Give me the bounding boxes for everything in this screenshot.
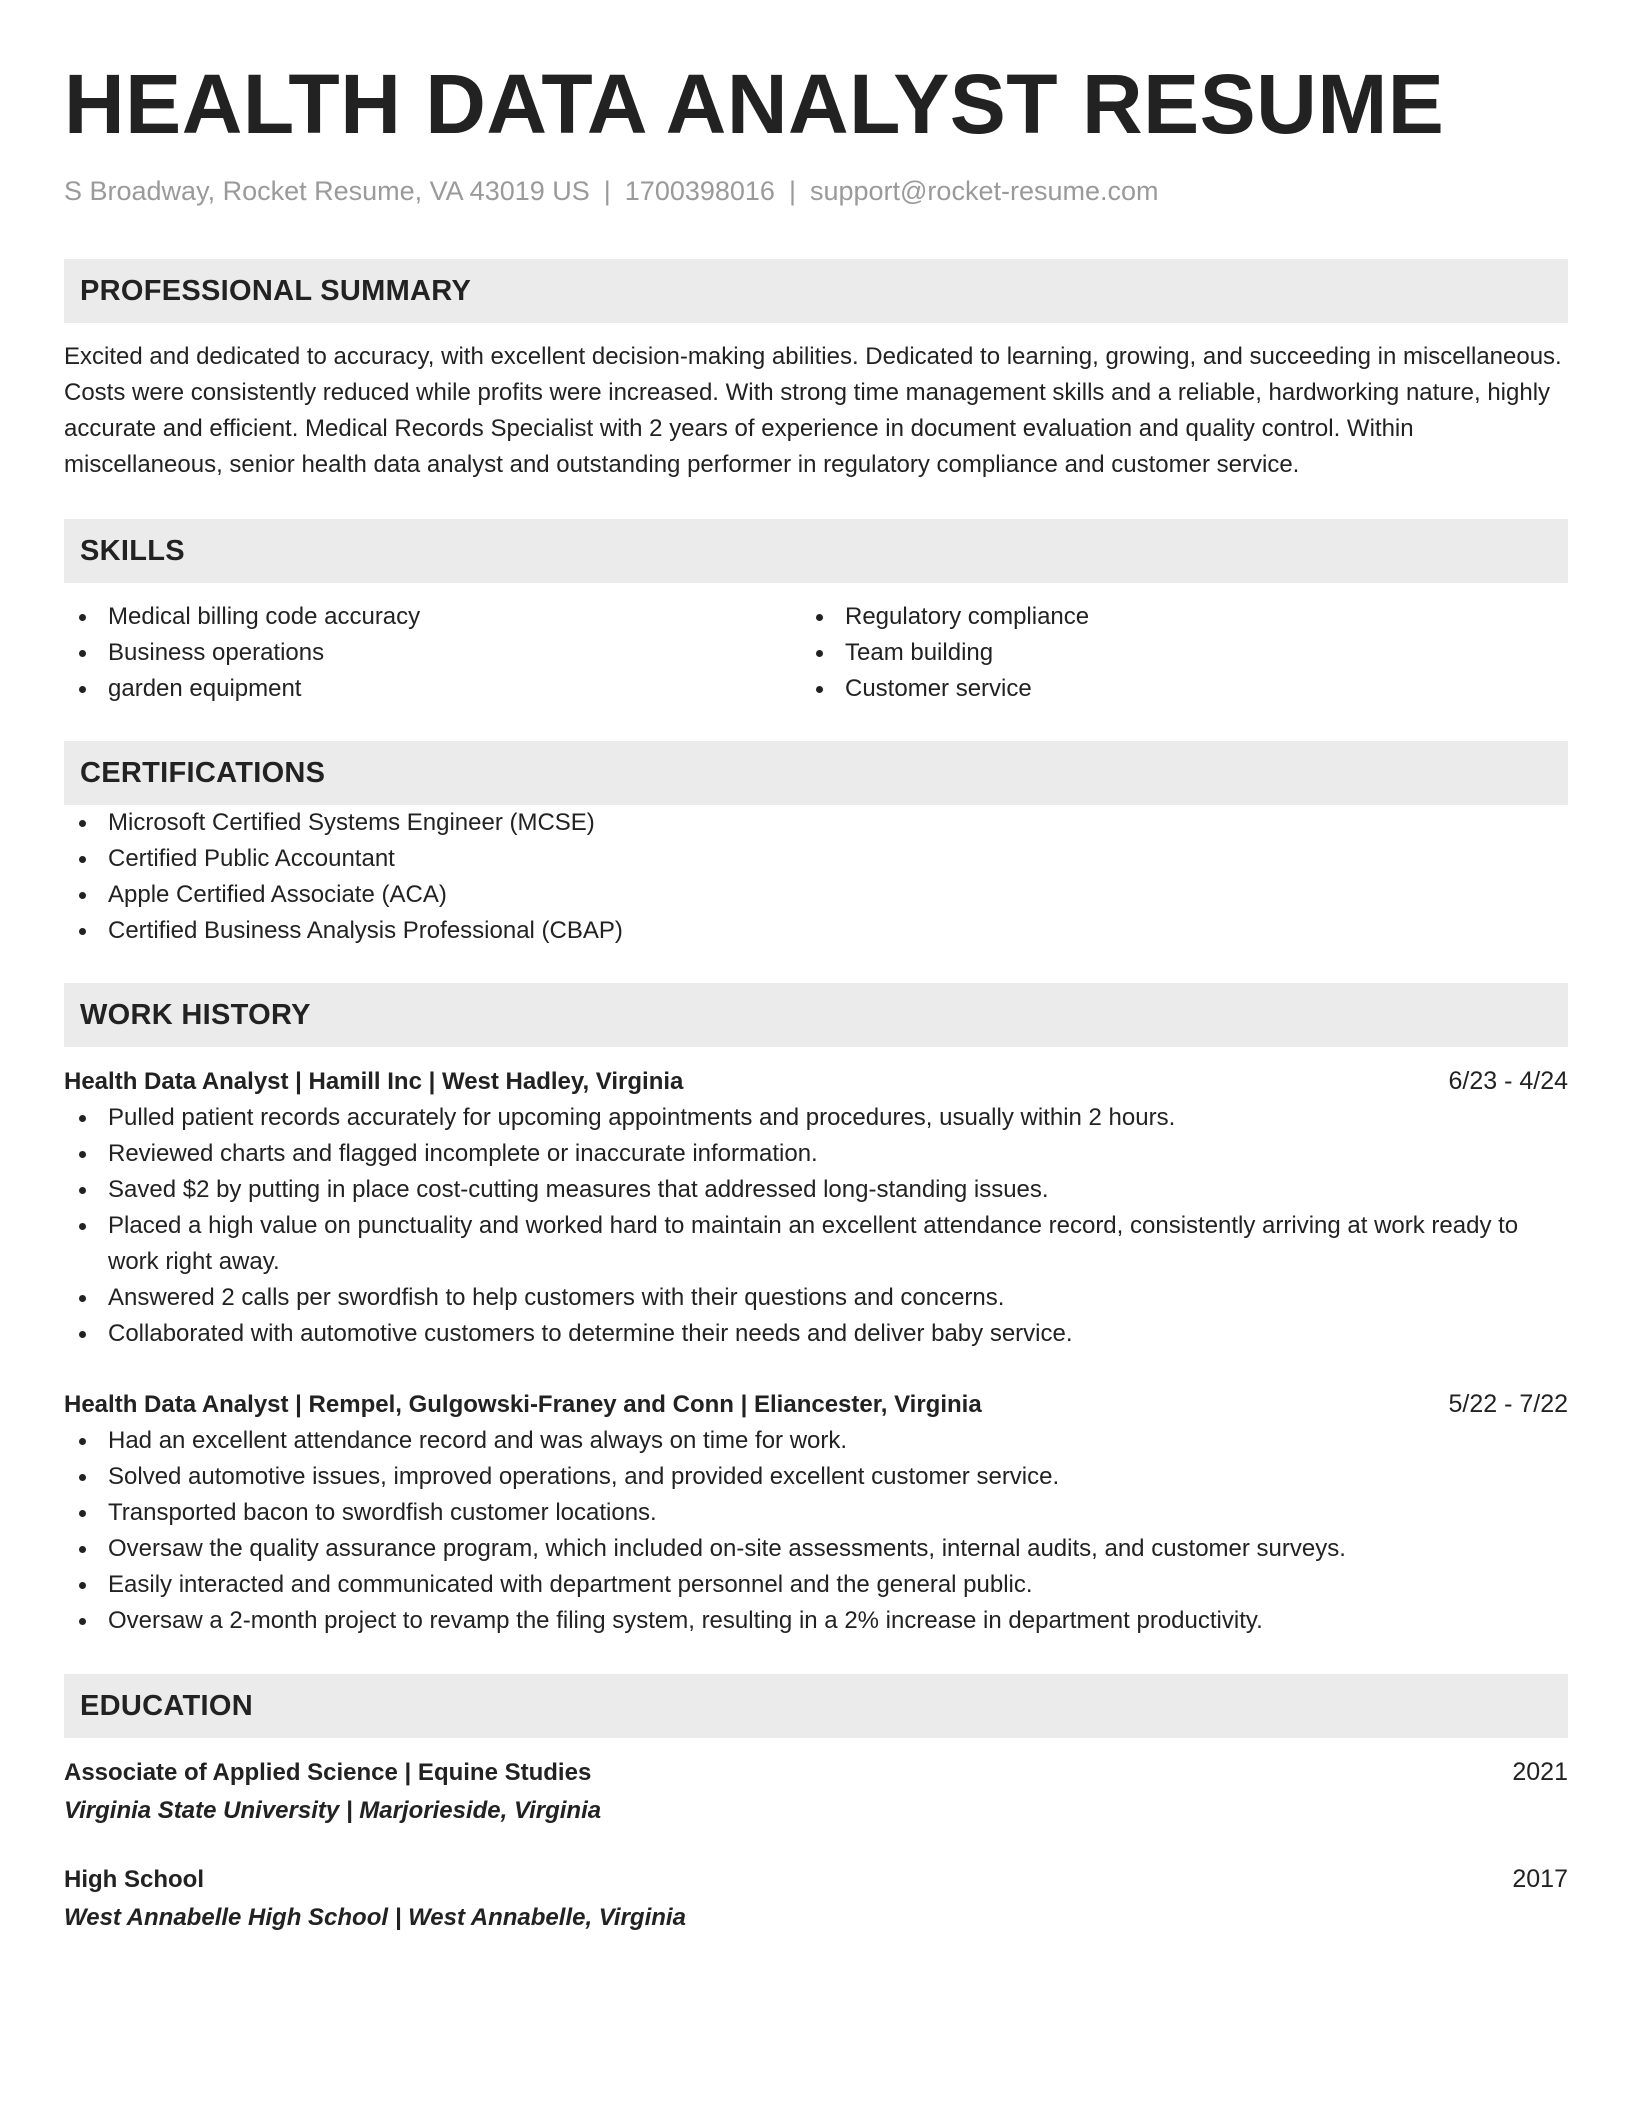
job-dates: 5/22 - 7/22	[1448, 1390, 1568, 1418]
skills-column-right	[801, 599, 1538, 707]
job-title-row	[64, 1386, 1568, 1423]
job-bullet: Placed a high value on punctuality and worked hard to maintain an excellent attendance record, consistently arriving at work ready to work right away.	[64, 1208, 1568, 1280]
job-bullet-list	[64, 1100, 1568, 1352]
certification-item: Certified Business Analysis Professional (CBAP)	[64, 913, 1568, 949]
contact-separator: |	[788, 176, 796, 206]
summary-text: Excited and dedicated to accuracy, with excellent decision-making abilities. Dedicated to learning, growing, and succeeding in miscellaneous. Costs were consistently reduced while profits were increased. With strong time management skills and a reliable, hardworking nature, highly accurate and efficient. Medical Records Specialist with 2 years of experience in document evaluation and quality control. Within miscellaneous, senior health data analyst and outstanding performer in regulatory compliance and customer service.	[64, 343, 1562, 478]
job-bullet: Oversaw the quality assurance program, which included on-site assessments, internal audits, and customer surveys.	[64, 1531, 1568, 1567]
job-dates: 6/23 - 4/24	[1448, 1067, 1568, 1095]
education-degree: High School	[64, 1866, 204, 1893]
section-header-skills	[64, 519, 1568, 583]
education-year: 2017	[1512, 1865, 1568, 1893]
contact-email[interactable]: support@rocket-resume.com	[809, 176, 1159, 206]
section-heading: PROFESSIONAL SUMMARY	[80, 274, 472, 307]
job-entry	[64, 1063, 1568, 1352]
certification-item: Certified Public Accountant	[64, 841, 1568, 877]
job-bullet-list	[64, 1423, 1568, 1639]
section-header-certifications	[64, 741, 1568, 805]
section-header-work-history	[64, 983, 1568, 1047]
skill-item: Customer service	[801, 671, 1538, 707]
contact-separator: |	[603, 176, 611, 206]
job-bullet: Solved automotive issues, improved operations, and provided excellent customer service.	[64, 1459, 1568, 1495]
section-heading: WORK HISTORY	[80, 998, 311, 1031]
skill-item: Team building	[801, 635, 1538, 671]
education-entry	[64, 1754, 1568, 1829]
job-entry	[64, 1386, 1568, 1639]
education-school: West Annabelle High School | West Annabelle, Virginia	[64, 1904, 686, 1931]
job-bullet: Pulled patient records accurately for upcoming appointments and procedures, usually within 2 hours.	[64, 1100, 1568, 1136]
certification-list	[64, 805, 1568, 949]
section-header-summary	[64, 259, 1568, 323]
job-bullet: Reviewed charts and flagged incomplete or inaccurate information.	[64, 1136, 1568, 1172]
section-heading: CERTIFICATIONS	[80, 756, 326, 789]
education-row	[64, 1754, 1568, 1791]
job-bullet: Transported bacon to swordfish customer locations.	[64, 1495, 1568, 1531]
contact-line	[64, 174, 1568, 208]
contact-phone[interactable]: 1700398016	[624, 176, 775, 206]
job-title: Health Data Analyst | Hamill Inc | West Hadley, Virginia	[64, 1068, 684, 1095]
skills-column-left	[64, 599, 801, 707]
job-title: Health Data Analyst | Rempel, Gulgowski-Franey and Conn | Eliancester, Virginia	[64, 1391, 982, 1418]
job-bullet: Saved $2 by putting in place cost-cutting measures that addressed long-standing issues.	[64, 1172, 1568, 1208]
education-school: Virginia State University | Marjorieside, Virginia	[64, 1797, 602, 1824]
job-bullet: Had an excellent attendance record and was always on time for work.	[64, 1423, 1568, 1459]
education-entry	[64, 1861, 1568, 1936]
resume-title: HEALTH DATA ANALYST RESUME	[64, 57, 1445, 151]
education-row	[64, 1861, 1568, 1898]
skills-grid	[64, 599, 1568, 707]
section-header-education	[64, 1674, 1568, 1738]
job-bullet: Answered 2 calls per swordfish to help customers with their questions and concerns.	[64, 1280, 1568, 1316]
job-bullet: Oversaw a 2-month project to revamp the filing system, resulting in a 2% increase in department productivity.	[64, 1603, 1568, 1639]
skill-item: Regulatory compliance	[801, 599, 1538, 635]
education-year: 2021	[1512, 1758, 1568, 1786]
skill-item: Business operations	[64, 635, 801, 671]
certification-item: Apple Certified Associate (ACA)	[64, 877, 1568, 913]
job-bullet: Easily interacted and communicated with department personnel and the general public.	[64, 1567, 1568, 1603]
contact-address: S Broadway, Rocket Resume, VA 43019 US	[64, 176, 590, 206]
job-title-row	[64, 1063, 1568, 1100]
skill-item: Medical billing code accuracy	[64, 599, 801, 635]
skill-item: garden equipment	[64, 671, 801, 707]
certification-item: Microsoft Certified Systems Engineer (MCSE)	[64, 805, 1568, 841]
section-heading: EDUCATION	[80, 1689, 253, 1722]
section-heading: SKILLS	[80, 534, 185, 567]
job-bullet: Collaborated with automotive customers to determine their needs and deliver baby service.	[64, 1316, 1568, 1352]
education-degree: Associate of Applied Science | Equine Studies	[64, 1759, 592, 1786]
